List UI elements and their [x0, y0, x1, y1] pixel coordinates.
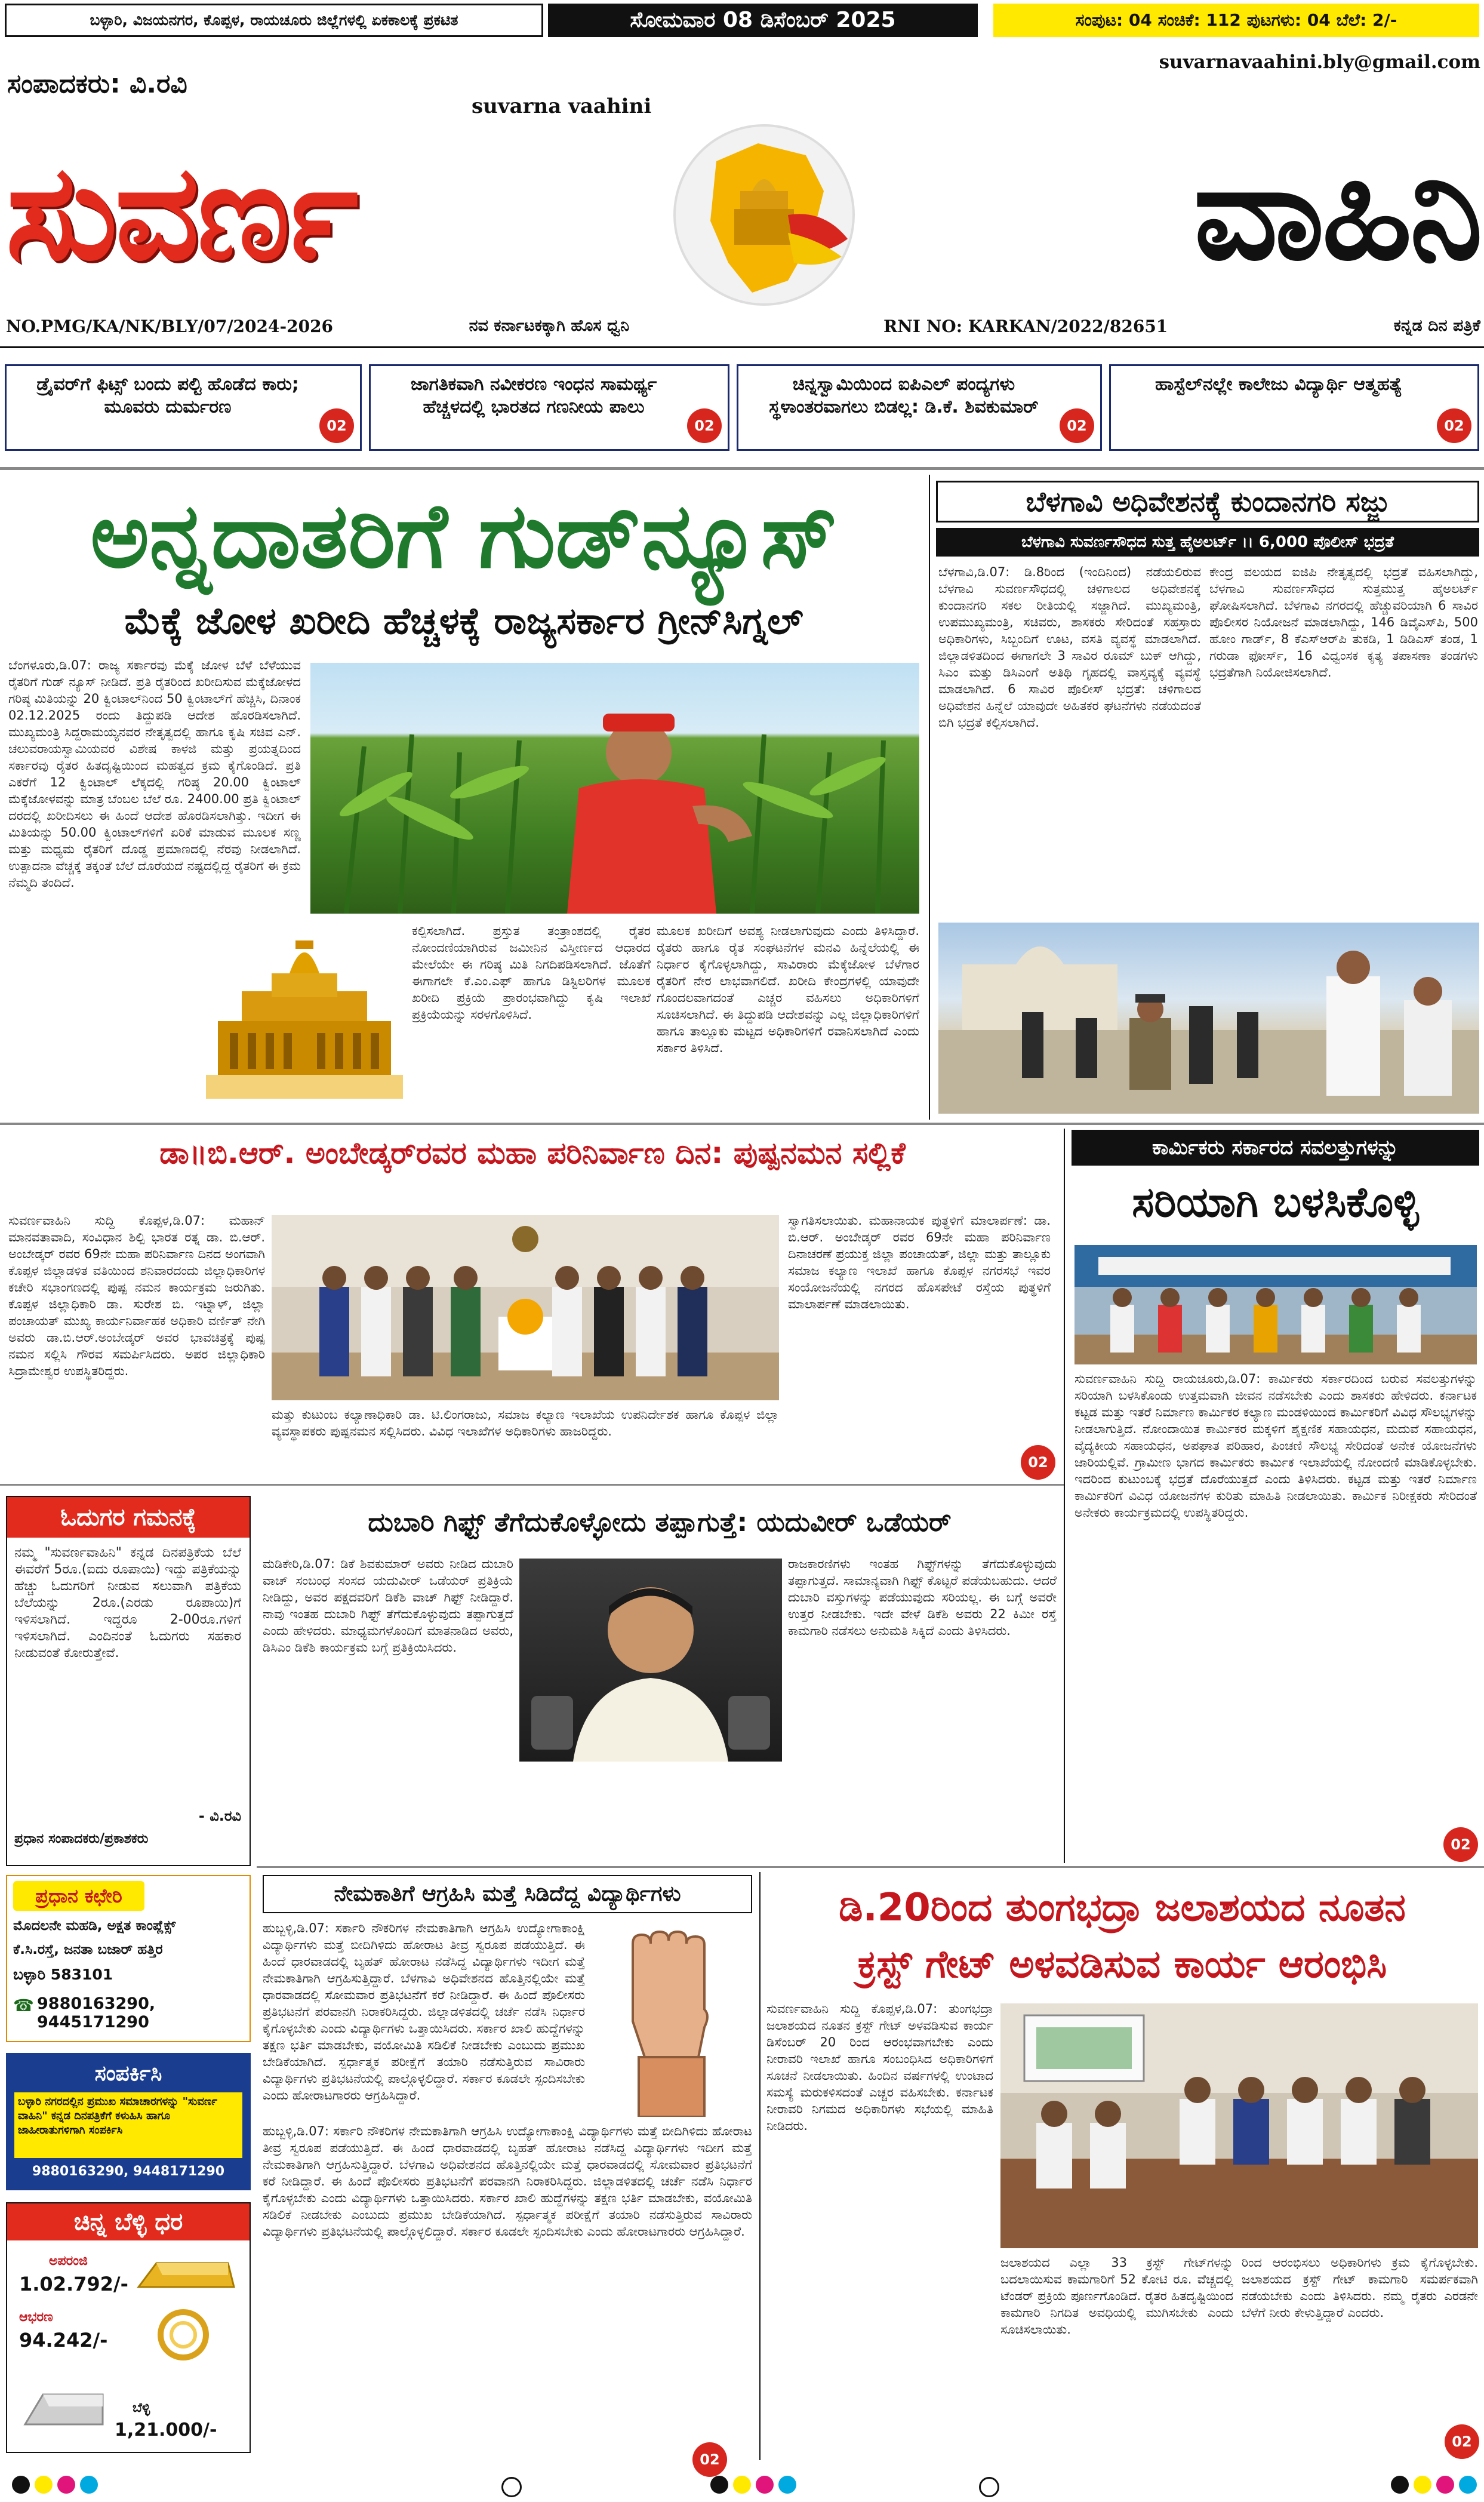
- lead-subhead: ಮೆಕ್ಕೆ ಜೋಳ ಖರೀದಿ ಹೆಚ್ಚಳಕ್ಕೆ ರಾಜ್ಯಸರ್ಕಾರ ಗ್ರೀನ್‌ಸಿಗ್ನಲ್: [124, 599, 803, 643]
- yaduveer-headline: ದುಬಾರಿ ಗಿಫ್ಟ್ ತೆಗೆದುಕೊಳ್ಳೋದು ತಪ್ಪಾಗುತ್ತೆ: ಯದುವೀರ್ ಒಡೆಯರ್: [368, 1507, 952, 1538]
- registration-mark: [1414, 2476, 1431, 2494]
- registration-mark: [57, 2476, 75, 2494]
- office-heading: ಪ್ರಧಾನ ಕಛೇರಿ: [13, 1881, 144, 1911]
- ambedkar-caption: ಮತ್ತು ಕುಟುಂಬ ಕಲ್ಯಾಣಾಧಿಕಾರಿ ಡಾ. ಟಿ.ಲಿಂಗರಾಜು, ಸಮಾಜ ಕಲ್ಯಾಣ ಇಲಾಖೆಯ ಉಪನಿರ್ದೇಶಕ ಹಾಗೂ ಕೊಪ್ಪಳ ಜಿಲ್ಲಾ ವ್ಯವಸ್ಥಾಪಕರು ಪುಷ್ಪನಮನ ಸಲ್ಲಿಸಿದರು. ವಿವಿಧ ಇಲಾಖೆಗಳ ಅಧಿಕಾರಿಗಳು ಹಾಜರಿದ್ದರು.: [272, 1407, 779, 1439]
- teaser-1[interactable]: ಡ್ರೈವರ್‌ಗೆ ಫಿಟ್ಸ್ ಬಂದು ಪಲ್ಟಿ ಹೊಡೆದ ಕಾರು; ಮೂವರು ದುರ್ಮರಣ 02: [5, 364, 362, 451]
- teaser-4[interactable]: ಹಾಸ್ಟೆಲ್‌ನಲ್ಲೇ ಕಾಲೇಜು ವಿದ್ಯಾರ್ಥಿ ಆತ್ಮಹತ್ಯೆ 02: [1109, 364, 1479, 451]
- contact-box: [6, 2053, 251, 2190]
- workers-photo: [1074, 1245, 1477, 1364]
- gold-value-2: 94.242/-: [19, 2329, 108, 2352]
- registration-target: [979, 2477, 999, 2497]
- lead-col-2: ಕಲ್ಪಿಸಲಾಗಿದೆ. ಪ್ರಸ್ತುತ ತಂತ್ರಾಂಶದಲ್ಲಿ ರೈತರ ನೋಂದಣಿಯಾಗಿರುವ ಜಮೀನಿನ ವಿಸ್ತೀರ್ಣದ ಆಧಾರದ ಮೇಲೆಯೇ ಈ ಗರಿಷ್ಠ ಮಿತಿ ನಿಗದಿಪಡಿಸಲಾಗಿದೆ. ಜೊತೆಗೆ ಈಗಾಗಲೇ ಕೆ.ಎಂ.ಎಫ್ ಹಾಗೂ ಡಿಸ್ಟಿಲರಿಗಳ ಮೂಲಕ ಖರೀದಿ ಪ್ರಕ್ರಿಯೆ ಪ್ರಾರಂಭವಾಗಿದ್ದು ಕೃಷಿ ಇಲಾಖೆ ಪ್ರಕ್ರಿಯೆಯನ್ನು ಸರಳಗೊಳಿಸಿದೆ.: [412, 924, 651, 1022]
- registration-mark: [733, 2476, 751, 2494]
- page-badge: 02: [687, 408, 722, 443]
- page-badge: 02: [319, 408, 354, 443]
- registration-mark: [756, 2476, 774, 2494]
- readers-notice: [6, 1496, 251, 1866]
- page-badge: 02: [1060, 408, 1094, 443]
- belagavi-col-2: ಕೇಂದ್ರ ವಲಯದ ಐಜಿಪಿ ನೇತೃತ್ವದಲ್ಲಿ ಭದ್ರತೆ ವಹಿಸಲಾಗಿದ್ದು, ಬೆಳಗಾವಿ ಸುವರ್ಣಸೌಧದ ಸುತ್ತಮುತ್ತ ಹೈಅಲರ್ಟ್ ಘೋಷಿಸಲಾಗಿದೆ. ಬೆಳಗಾವಿ ನಗರದಲ್ಲಿ ಹೆಚ್ಚುವರಿಯಾಗಿ 6 ಸಾವಿರ ಪೊಲೀಸರ ನಿಯೋಜನೆ ಮಾಡಲಾಗಿದ್ದು, 146 ಡಿವೈಎಸ್‌ಪಿ, 500 ಹೋಂ ಗಾರ್ಡ್, 8 ಕೆಎಸ್‌ಆರ್‌ಪಿ ತುಕಡಿ, 1 ಡಿಡಿಎಸ್ ತಂಡ, 1 ಗರುಡಾ ಫೋರ್ಸ್, 16 ವಿಧ್ವಂಸಕ ಕೃತ್ಯ ತಪಾಸಣಾ ತಂಡಗಳು ಭದ್ರತೆಗಾಗಿ ನಿಯೋಜಿಸಲಾಗಿದೆ.: [1209, 565, 1478, 680]
- teaser-3[interactable]: ಚಿನ್ನಸ್ವಾಮಿಯಿಂದ ಐಪಿಎಲ್ ಪಂದ್ಯಗಳು ಸ್ಥಳಾಂತರವಾಗಲು ಬಿಡಲ್ಲ: ಡಿ.ಕೆ. ಶಿವಕುಮಾರ್ 02: [737, 364, 1102, 451]
- ambedkar-headline: ಡಾ॥ಬಿ.ಆರ್. ಅಂಬೇಡ್ಕರ್‌ರವರ ಮಹಾ ಪರಿನಿರ್ವಾಣ ದಿನ: ಪುಷ್ಪನಮನ ಸಲ್ಲಿಕೆ: [159, 1136, 906, 1170]
- masthead-editor: ಸಂಪಾದಕರು: ವಿ.ರವಿ: [7, 69, 187, 99]
- registration-mark: [80, 2476, 98, 2494]
- office-line-1: ಮೊದಲನೇ ಮಹಡಿ, ಅಕ್ಷತ ಕಾಂಪ್ಲೆಕ್ಸ್: [13, 1918, 176, 1934]
- farmer-photo: [310, 663, 919, 914]
- page-badge: 02: [692, 2442, 727, 2477]
- page-badge: 02: [1021, 1445, 1055, 1480]
- newspaper-title-right: ವಾಹಿನಿ: [1193, 136, 1480, 289]
- gold-label-1: ಅಪರಂಜಿ: [49, 2254, 88, 2269]
- belagavi-col-1: ಬೆಳಗಾವಿ,ಡಿ.07: ಡಿ.8ರಿಂದ (ಇಂದಿನಿಂದ) ನಡೆಯಲಿರುವ ಬೆಳಗಾವಿ ಸುವರ್ಣಸೌಧದಲ್ಲಿ ಚಳಿಗಾಲದ ಅಧಿವೇಶನಕ್ಕೆ ಕುಂದಾನಗರಿ ಸಕಲ ರೀತಿಯಲ್ಲಿ ಸಜ್ಜಾಗಿದೆ. ಮುಖ್ಯಮಂತ್ರಿ, ಉಪಮುಖ್ಯಮಂತ್ರಿ, ಸಚಿವರು, ಶಾಸಕರು ಸೇರಿದಂತೆ ಸಹಸ್ರಾರು ಅಧಿಕಾರಿಗಳು, ಸಿಬ್ಬಂದಿಗೆ ಊಟ, ವಸತಿ ವ್ಯವಸ್ಥೆ ಮಾಡಲಾಗಿದೆ. ಜಿಲ್ಲಾಡಳಿತದಿಂದ ಈಗಾಗಲೇ 3 ಸಾವಿರ ರೂಮ್ ಬುಕ್ ಆಗಿದ್ದು, ಸಿಎಂ ಮತ್ತು ಡಿಸಿಎಂಗೆ ಅತಿಥಿ ಗೃಹದಲ್ಲಿ ವಾಸ್ತವ್ಯಕ್ಕೆ ವ್ಯವಸ್ಥೆ ಮಾಡಲಾಗಿದೆ. 6 ಸಾವಿರ ಪೊಲೀಸ್ ಭದ್ರತೆ: ಚಳಿಗಾಲದ ಅಧಿವೇಶನ ಹಿನ್ನೆಲೆ ಯಾವುದೇ ಅಹಿತಕರ ಘಟನೆಗಳು ನಡೆಯದಂತೆ ಬಿಗಿ ಭದ್ರತೆ ಕಲ್ಪಿಸಲಾಗಿದೆ.: [938, 565, 1201, 730]
- office-line-3: ಬಳ್ಳಾರಿ 583101: [13, 1966, 113, 1983]
- students-body: ಹುಬ್ಬಳ್ಳಿ,ಡಿ.07: ಸರ್ಕಾರಿ ನೌಕರಿಗಳ ನೇಮಕಾತಿಗಾಗಿ ಆಗ್ರಹಿಸಿ ಉದ್ಯೋಗಾಕಾಂಕ್ಷಿ ವಿದ್ಯಾರ್ಥಿಗಳು ಮತ್ತೆ ಬೀದಿಗಿಳಿದು ಹೋರಾಟ ತೀವ್ರ ಸ್ವರೂಪ ಪಡೆಯುತ್ತಿದೆ. ಈ ಹಿಂದೆ ಧಾರವಾಡದಲ್ಲಿ ಬೃಹತ್ ಹೋರಾಟ ನಡೆಸಿದ್ದ ವಿದ್ಯಾರ್ಥಿಗಳು ಇದೀಗ ಮತ್ತೆ ನೇಮಕಾತಿಗಾಗಿ ಆಗ್ರಹಿಸುತ್ತಿದ್ದಾರೆ. ಬೆಳಗಾವಿ ಅಧಿವೇಶನದ ಹೊತ್ತಿನಲ್ಲಿಯೇ ಮತ್ತೆ ಧಾರವಾಡದಲ್ಲಿ ಸೋಮವಾರ ಪ್ರತಿಭಟನೆಗೆ ಕರೆ ನೀಡಿದ್ದಾರೆ. ಈ ಹಿಂದೆ ಪೊಲೀಸರು ಪ್ರತಿಭಟನೆಗೆ ಪರವಾನಗಿ ನಿರಾಕರಿಸಿದ್ದರು. ಜಿಲ್ಲಾಡಳಿತದಲ್ಲಿ ಚರ್ಚೆ ನಡೆಸಿ ನಿರ್ಧಾರ ಕೈಗೊಳ್ಳಬೇಕು ಎಂದು ವಿದ್ಯಾರ್ಥಿಗಳು ಒತ್ತಾಯಿಸಿದರು. ಸರ್ಕಾರ ಖಾಲಿ ಹುದ್ದೆಗಳನ್ನು ತಕ್ಷಣ ಭರ್ತಿ ಮಾಡಬೇಕು, ವಯೋಮಿತಿ ಸಡಿಲಿಕೆ ನೀಡಬೇಕು ಎಂಬುದು ಪ್ರಮುಖ ಬೇಡಿಕೆಯಾಗಿದೆ. ಸ್ಪರ್ಧಾತ್ಮಕ ಪರೀಕ್ಷೆಗೆ ತಯಾರಿ ನಡೆಸುತ್ತಿರುವ ಸಾವಿರಾರು ವಿದ್ಯಾರ್ಥಿಗಳು ಪ್ರತಿಭಟನೆಯಲ್ಲಿ ಪಾಲ್ಗೊಳ್ಳಲಿದ್ದಾರೆ. ಸರ್ಕಾರ ಕೂಡಲೇ ಸ್ಪಂದಿಸಬೇಕು ಎಂದು ಹೋರಾಟಗಾರರು ಆಗ್ರಹಿಸಿದ್ದಾರೆ.: [263, 1921, 585, 2103]
- registration-mark: [35, 2476, 53, 2494]
- office-line-2: ಕೆ.ಸಿ.ರಸ್ತೆ, ಜನತಾ ಬಜಾರ್ ಹತ್ತಿರ: [13, 1942, 163, 1957]
- rni-number: RNI NO: KARKAN/2022/82651: [883, 316, 1168, 336]
- masthead-volume: ಸಂಪುಟ: 04 ಸಂಚಿಕೆ: 112 ಪುಟಗಳು: 04 ಬೆಲೆ: 2/-: [993, 4, 1479, 37]
- tungabhadra-col-1: ಸುವರ್ಣವಾಹಿನಿ ಸುದ್ದಿ ಕೊಪ್ಪಳ,ಡಿ.07: ತುಂಗಭದ್ರಾ ಜಲಾಶಯದ ನೂತನ ಕ್ರಸ್ಟ್ ಗೇಟ್ ಅಳವಡಿಸುವ ಕಾರ್ಯ ಡಿಸೆಂಬರ್ 20 ರಿಂದ ಆರಂಭವಾಗಬೇಕು ಎಂದು ನೀರಾವರಿ ಇಲಾಖೆ ಹಾಗೂ ಸಂಬಂಧಿಸಿದ ಅಧಿಕಾರಿಗಳಿಗೆ ಸೂಚನೆ ನೀಡಲಾಯಿತು. ಹಿಂದಿನ ವರ್ಷಗಳಲ್ಲಿ ಉಂಟಾದ ಸಮಸ್ಯೆ ಮರುಕಳಿಸದಂತೆ ಎಚ್ಚರ ವಹಿಸಬೇಕು. ಕರ್ನಾಟಕ ನೀರಾವರಿ ನಿಗಮದ ಅಧಿಕಾರಿಗಳು ಸಭೆಯಲ್ಲಿ ಮಾಹಿತಿ ನೀಡಿದರು.: [766, 2002, 993, 2133]
- workers-headline-1: ಕಾರ್ಮಿಕರು ಸರ್ಕಾರದ ಸವಲತ್ತುಗಳನ್ನು: [1072, 1130, 1479, 1166]
- belagavi-headline-box: [936, 481, 1479, 522]
- page-badge: 02: [1445, 2424, 1479, 2459]
- masthead-tagline: ಬಳ್ಳಾರಿ, ವಿಜಯನಗರ, ಕೊಪ್ಪಳ, ರಾಯಚೂರು ಜಿಲ್ಲೆಗಳಲ್ಲಿ ಏಕಕಾಲಕ್ಕೆ ಪ್ರಕಟಿತ: [5, 4, 543, 37]
- readers-signature: - ವಿ.ರವಿ: [198, 1808, 241, 1824]
- registration-mark: [778, 2476, 796, 2494]
- page-badge: 02: [1437, 408, 1471, 443]
- registration-mark: [1459, 2476, 1477, 2494]
- lead-headline: ಅನ್ನದಾತರಿಗೆ ಗುಡ್‌ನ್ಯೂಸ್: [90, 484, 838, 588]
- belagavi-subhead: ಬೆಳಗಾವಿ ಸುವರ್ಣಸೌಧದ ಸುತ್ತ ಹೈಅಲರ್ಟ್ ।। 6,000 ಪೊಲೀಸ್ ಭದ್ರತೆ: [936, 528, 1479, 557]
- lead-col-3: ಮೂಲಕ ಖರೀದಿಗೆ ಅವಶ್ಯ ನೀಡಲಾಗುವುದು ಎಂದು ತಿಳಿಸಿದ್ದಾರೆ. ರೈತರು ಹಾಗೂ ರೈತ ಸಂಘಟನೆಗಳ ಮನವಿ ಹಿನ್ನೆಲೆಯಲ್ಲಿ ಈ ನಿರ್ಧಾರ ಕೈಗೊಳ್ಳಲಾಗಿದ್ದು, ಸಾವಿರಾರು ಮೆಕ್ಕೆಜೋಳ ಬೆಳೆಗಾರ ರೈತರಿಗೆ ನೇರ ಲಾಭವಾಗಲಿದೆ. ಖರೀದಿ ಕೇಂದ್ರಗಳಲ್ಲಿ ಯಾವುದೇ ಗೊಂದಲವಾಗದಂತೆ ಎಚ್ಚರ ವಹಿಸಲು ಅಧಿಕಾರಿಗಳಿಗೆ ಸೂಚಿಸಲಾಗಿದೆ. ಈ ತಿದ್ದುಪಡಿ ಆದೇಶವನ್ನು ಎಲ್ಲ ಜಿಲ್ಲಾಧಿಕಾರಿಗಳಿಗೆ ಹಾಗೂ ತಾಲ್ಲೂಕು ಮಟ್ಟದ ಅಧಿಕಾರಿಗಳಿಗೆ ರವಾನಿಸಲಾಗಿದೆ ಎಂದು ಸರ್ಕಾರ ತಿಳಿಸಿದೆ.: [657, 924, 919, 1055]
- registration-target: [501, 2477, 522, 2497]
- yaduveer-col-1: ಮಡಿಕೇರಿ,ಡಿ.07: ಡಿಕೆ ಶಿವಕುಮಾರ್ ಅವರು ನೀಡಿದ ದುಬಾರಿ ವಾಚ್ ಸಂಬಂಧ ಸಂಸದ ಯದುವೀರ್ ಒಡೆಯರ್ ಪ್ರತಿಕ್ರಿಯೆ ನೀಡಿದ್ದು, ಅವರ ಪಕ್ಷದವರಿಗೆ ಡಿಕೆಶಿ ವಾಚ್ ಗಿಫ್ಟ್ ನೀಡಿದ್ದಾರೆ. ನಾವು ಇಂತಹ ದುಬಾರಿ ಗಿಫ್ಟ್ ತೆಗೆದುಕೊಳ್ಳುವುದು ತಪ್ಪಾಗುತ್ತದೆ ಎಂದು ಹೇಳಿದರು. ಮಾಧ್ಯಮಗಳೊಂದಿಗೆ ಮಾತನಾಡಿದ ಅವರು, ಡಿಸಿಎಂ ಡಿಕೆಶಿ ಕಾರ್ಯಕ್ರಮ ಬಗ್ಗೆ ಪ್ರತಿಕ್ರಿಯಿಸಿದರು.: [263, 1557, 513, 1655]
- page-badge: 02: [1443, 1827, 1478, 1862]
- readers-headline: ಓದುಗರ ಗಮನಕ್ಕೆ: [7, 1497, 250, 1538]
- karnataka-emblem: [669, 119, 860, 311]
- contact-text: ಬಳ್ಳಾರಿ ನಗರದಲ್ಲಿನ ಪ್ರಮುಖ ಸಮಾಚಾರಗಳನ್ನು "ಸುವರ್ಣ ವಾಹಿನಿ" ಕನ್ನಡ ದಿನಪತ್ರಿಕೆಗೆ ಕಳುಹಿಸಿ ಹಾಗೂ ಜಾಹೀರಾತುಗಳಿಗಾಗಿ ಸಂಪರ್ಕಿಸಿ: [14, 2092, 242, 2158]
- raised-fist-image: [591, 1920, 752, 2117]
- tungabhadra-headline-2: ಕ್ರಸ್ಟ್ ಗೇಟ್ ಅಳವಡಿಸುವ ಕಾರ್ಯ ಆರಂಭಿಸಿ: [857, 1942, 1387, 1987]
- ambedkar-col-2: ಸ್ವಾಗತಿಸಲಾಯಿತು. ಮಹಾನಾಯಕ ಪುತ್ಥಳಿಗೆ ಮಾಲಾರ್ಪಣೆ: ಡಾ. ಬಿ.ಆರ್. ಅಂಬೇಡ್ಕರ್ ರವರ 69ನೇ ಮಹಾ ಪರಿನಿರ್ವಾಣ ದಿನಾಚರಣೆ ಪ್ರಯುಕ್ತ ಜಿಲ್ಲಾ ಪಂಚಾಯತ್, ಜಿಲ್ಲಾ ಮತ್ತು ತಾಲ್ಲೂಕು ಸಮಾಜ ಕಲ್ಯಾಣ ಇಲಾಖೆ ಹಾಗೂ ಕೊಪ್ಪಳ ನಗರಸಭೆ ಇವರ ಸಂಯೋಜನೆಯಲ್ಲಿ ನಗರದ ಹೊಸಪೇಟೆ ರಸ್ತೆಯ ಪುತ್ಥಳಿಗೆ ಮಾಲಾರ್ಪಣೆ ಮಾಡಲಾಯಿತು.: [788, 1213, 1051, 1311]
- gold-rate-box: [6, 2202, 251, 2453]
- belagavi-photo: [938, 923, 1479, 1114]
- lead-col-1: ಬೆಂಗಳೂರು,ಡಿ.07: ರಾಜ್ಯ ಸರ್ಕಾರವು ಮೆಕ್ಕೆ ಜೋಳ ಬೆಳೆ ಬೆಳೆಯುವ ರೈತರಿಗೆ ಗುಡ್ ನ್ಯೂಸ್ ನೀಡಿದೆ. ಪ್ರತಿ ರೈತರಿಂದ ಖರೀದಿಸುವ ಮೆಕ್ಕೆಜೋಳದ ಗರಿಷ್ಠ ಮಿತಿಯನ್ನು 20 ಕ್ವಿಂಟಾಲ್‌ನಿಂದ 50 ಕ್ವಿಂಟಾಲ್‌ಗೆ ಹೆಚ್ಚಿಸಿ, ದಿನಾಂಕ 02.12.2025 ರಂದು ತಿದ್ದುಪಡಿ ಆದೇಶ ಹೊರಡಿಸಲಾಗಿದೆ. ಮುಖ್ಯಮಂತ್ರಿ ಸಿದ್ದರಾಮಯ್ಯನವರ ನೇತೃತ್ವದಲ್ಲಿ ಹಾಗೂ ಕೃಷಿ ಸಚಿವ ಎನ್. ಚಲುವರಾಯಸ್ವಾಮಿಯವರ ವಿಶೇಷ ಕಾಳಜಿ ಮತ್ತು ಪ್ರಯತ್ನದಿಂದ ಸರ್ಕಾರವು ರೈತರ ಹಿತದೃಷ್ಟಿಯಿಂದ ಮಹತ್ವದ ಕ್ರಮ ಕೈಗೊಂಡಿದೆ. ಪ್ರತಿ ಎಕರೆಗೆ 12 ಕ್ವಿಂಟಾಲ್ ಲೆಕ್ಕದಲ್ಲಿ ಗರಿಷ್ಠ 20.00 ಕ್ವಿಂಟಾಲ್ ಮೆಕ್ಕೆಜೋಳವನ್ನು ಮಾತ್ರ ಬೆಂಬಲ ಬೆಲೆ ರೂ. 2400.00 ಪ್ರತಿ ಕ್ವಿಂಟಾಲ್ ದರದಲ್ಲಿ ಖರೀದಿಸಲು ಈ ಹಿಂದೆ ಆದೇಶ ಹೊರಡಿಸಲಾಗಿತ್ತು. ಇದೀಗ ಈ ಮಿತಿಯನ್ನು 50.00 ಕ್ವಿಂಟಾಲ್‌ಗಳಿಗೆ ಏರಿಕೆ ಮಾಡುವ ಮೂಲಕ ಸಣ್ಣ ಮತ್ತು ಮಧ್ಯಮ ರೈತರಿಗೆ ದೊಡ್ಡ ಪ್ರಮಾಣದಲ್ಲಿ ನೆರವು ನೀಡಲಾಗಿದೆ. ಉತ್ಪಾದನಾ ವೆಚ್ಚಕ್ಕೆ ತಕ್ಕಂತೆ ಬೆಲೆ ದೊರೆಯದೆ ನಷ್ಟದಲ್ಲಿದ್ದ ರೈತರಿಗೆ ಈ ಕ್ರಮ ನೆಮ್ಮದಿ ತಂದಿದೆ.: [8, 658, 301, 890]
- paper-type: ಕನ್ನಡ ದಿನ ಪತ್ರಿಕೆ: [1393, 316, 1480, 335]
- masthead-date: ಸೋಮವಾರ 08 ಡಿಸೆಂಬರ್ 2025: [548, 4, 978, 37]
- gold-label-2: ಆಭರಣ: [19, 2310, 53, 2325]
- students-headline: ನೇಮಕಾತಿಗೆ ಆಗ್ರಹಿಸಿ ಮತ್ತೆ ಸಿಡಿದೆದ್ದ ವಿದ್ಯಾರ್ಥಿಗಳು: [263, 1875, 752, 1913]
- masthead-email: suvarnavaahini.bly@gmail.com: [1159, 51, 1480, 73]
- registration-mark: [1391, 2476, 1409, 2494]
- readers-body: ನಮ್ಮ "ಸುವರ್ಣವಾಹಿನಿ" ಕನ್ನಡ ದಿನಪತ್ರಿಕೆಯ ಬೆಲೆ ಈವರೆಗೆ 5ರೂ.(ಐದು ರೂಪಾಯಿ) ಇದ್ದು ಪತ್ರಿಕೆಯನ್ನು ಹೆಚ್ಚು ಓದುಗರಿಗೆ ನೀಡುವ ಸಲುವಾಗಿ ಪತ್ರಿಕೆಯ ಬೆಲೆಯನ್ನು 2ರೂ.(ಎರಡು ರೂಪಾಯಿ)ಗೆ ಇಳಿಸಲಾಗಿದೆ. ಇದ್ದರೂ 2-00ರೂ.ಗಳಿಗೆ ಇಳಿಸಲಾಗಿದೆ. ಎಂದಿನಂತೆ ಓದುಗರು ಸಹಕಾರ ನೀಡುವಂತೆ ಕೋರುತ್ತೇವೆ.: [14, 1545, 241, 1661]
- meeting-photo: [1000, 2003, 1478, 2248]
- gold-bar-icon: [127, 2251, 240, 2299]
- masthead-roman-name: suvarna vaahini: [472, 94, 652, 118]
- teaser-2[interactable]: ಜಾಗತಿಕವಾಗಿ ನವೀಕರಣ ಇಂಧನ ಸಾಮರ್ಥ್ಯ ಹೆಚ್ಚಳದಲ್ಲಿ ಭಾರತದ ಗಣನೀಯ ಪಾಲು 02: [369, 364, 729, 451]
- gold-value-3: 1,21.000/-: [115, 2420, 217, 2440]
- registration-mark: [710, 2476, 728, 2494]
- yaduveer-col-2: ರಾಜಕಾರಣಿಗಳು ಇಂತಹ ಗಿಫ್ಟ್‌ಗಳನ್ನು ತೆಗೆದುಕೊಳ್ಳುವುದು ತಪ್ಪಾಗುತ್ತದೆ. ಸಾಮಾನ್ಯವಾಗಿ ಗಿಫ್ಟ್ ಕೊಟ್ಟರೆ ಪಡೆಯಬಹುದು. ಆದರೆ ದುಬಾರಿ ವಸ್ತುಗಳನ್ನು ಪಡೆಯುವುದು ಸರಿಯಲ್ಲ. ಈ ಬಗ್ಗೆ ಅವರೇ ಉತ್ತರ ನೀಡಬೇಕು. ಇದೇ ವೇಳೆ ಡಿಕೆಶಿ ಅವರು 22 ಕಿಮೀ ರಸ್ತೆ ಕಾಮಗಾರಿ ನಡೆಸಲು ಅನುಮತಿ ಸಿಕ್ಕಿದೆ ಎಂದು ತಿಳಿಸಿದರು.: [788, 1557, 1057, 1638]
- office-box: [6, 1875, 251, 2042]
- phone-icon: ☎: [13, 1996, 34, 2015]
- gold-heading: ಚಿನ್ನ ಬೆಳ್ಳಿ ಧರ: [7, 2203, 250, 2240]
- workers-headline-2: ಸರಿಯಾಗಿ ಬಳಸಿಕೊಳ್ಳಿ: [1132, 1178, 1419, 1227]
- gold-label-3: ಬೆಳ್ಳಿ: [133, 2400, 150, 2415]
- ambedkar-photo: [272, 1215, 779, 1400]
- workers-body: ಸುವರ್ಣವಾಹಿನಿ ಸುದ್ದಿ ರಾಯಚೂರು,ಡಿ.07: ಕಾರ್ಮಿಕರು ಸರ್ಕಾರದಿಂದ ಬರುವ ಸವಲತ್ತುಗಳನ್ನು ಸರಿಯಾಗಿ ಬಳಸಿಕೊಂಡು ಉತ್ತಮವಾಗಿ ಜೀವನ ನಡೆಸಬೇಕು ಎಂದು ಶಾಸಕರು ಹೇಳಿದರು. ಕರ್ನಾಟಕ ಕಟ್ಟಡ ಮತ್ತು ಇತರೆ ನಿರ್ಮಾಣ ಕಾರ್ಮಿಕರ ಕಲ್ಯಾಣ ಮಂಡಳಿಯಿಂದ ಕಾರ್ಮಿಕರಿಗೆ ವಿವಿಧ ಸೌಲಭ್ಯಗಳನ್ನು ನೀಡಲಾಗುತ್ತಿದೆ. ನೋಂದಾಯಿತ ಕಾರ್ಮಿಕರ ಮಕ್ಕಳಿಗೆ ಶೈಕ್ಷಣಿಕ ಸಹಾಯಧನ, ಮದುವೆ ಸಹಾಯಧನ, ವೈದ್ಯಕೀಯ ಸಹಾಯಧನ, ಅಪಘಾತ ಪರಿಹಾರ, ಪಿಂಚಣಿ ಸೌಲಭ್ಯ ಸೇರಿದಂತೆ ಅನೇಕ ಯೋಜನೆಗಳು ಜಾರಿಯಲ್ಲಿವೆ. ಗ್ರಾಮೀಣ ಭಾಗದ ಕಾರ್ಮಿಕರು ಕಾರ್ಮಿಕ ಇಲಾಖೆಯಲ್ಲಿ ನೋಂದಣಿ ಮಾಡಿಕೊಳ್ಳಬೇಕು. ಇದರಿಂದ ಕುಟುಂಬಕ್ಕೆ ಭದ್ರತೆ ದೊರೆಯುತ್ತದೆ ಎಂದು ತಿಳಿಸಿದರು. ಕಟ್ಟಡ ಮತ್ತು ಇತರೆ ನಿರ್ಮಾಣ ಕಾರ್ಮಿಕರಿಗೆ ವಿವಿಧ ಯೋಜನೆಗಳ ಕುರಿತು ಮಾಹಿತಿ ನೀಡಲಾಯಿತು. ಕಾರ್ಮಿಕ ನಿರೀಕ್ಷಕರು ಸೇರಿದಂತೆ ಅನೇಕರು ಕಾರ್ಯಕ್ರಮದಲ್ಲಿ ಉಪಸ್ಥಿತರಿದ್ದರು.: [1074, 1372, 1477, 1520]
- tungabhadra-col-3: ರಿಂದ ಆರಂಭಿಸಲು ಅಧಿಕಾರಿಗಳು ಕ್ರಮ ಕೈಗೊಳ್ಳಬೇಕು. ಜಲಾಶಯದ ಕ್ರಸ್ಟ್ ಗೇಟ್ ಕಾಮಗಾರಿ ಸಮರ್ಪಕವಾಗಿ ನಡೆಯಬೇಕು ಎಂದು ತಿಳಿಸಿದರು. ನಮ್ಮ ರೈತರು ಎರಡನೇ ಬೆಳೆಗೆ ನೀರು ಕೇಳುತ್ತಿದ್ದಾರೆ ಎಂದರು.: [1242, 2255, 1478, 2320]
- newspaper-title-left: ಸುವರ್ಣ: [6, 136, 356, 289]
- contact-heading: ಸಂಪರ್ಕಿಸಿ: [94, 2061, 162, 2086]
- registration-mark: [1436, 2476, 1454, 2494]
- belagavi-headline: ಬೆಳಗಾವಿ ಅಧಿವೇಶನಕ್ಕೆ ಕುಂದಾನಗರಿ ಸಜ್ಜು: [1026, 485, 1390, 518]
- registration-mark: [12, 2476, 30, 2494]
- tungabhadra-headline-1: ಡಿ.20ರಿಂದ ತುಂಗಭದ್ರಾ ಜಲಾಶಯದ ನೂತನ: [839, 1886, 1406, 1930]
- students-body-cont: ಹುಬ್ಬಳ್ಳಿ,ಡಿ.07: ಸರ್ಕಾರಿ ನೌಕರಿಗಳ ನೇಮಕಾತಿಗಾಗಿ ಆಗ್ರಹಿಸಿ ಉದ್ಯೋಗಾಕಾಂಕ್ಷಿ ವಿದ್ಯಾರ್ಥಿಗಳು ಮತ್ತೆ ಬೀದಿಗಿಳಿದು ಹೋರಾಟ ತೀವ್ರ ಸ್ವರೂಪ ಪಡೆಯುತ್ತಿದೆ. ಈ ಹಿಂದೆ ಧಾರವಾಡದಲ್ಲಿ ಬೃಹತ್ ಹೋರಾಟ ನಡೆಸಿದ್ದ ವಿದ್ಯಾರ್ಥಿಗಳು ಇದೀಗ ಮತ್ತೆ ನೇಮಕಾತಿಗಾಗಿ ಆಗ್ರಹಿಸುತ್ತಿದ್ದಾರೆ. ಬೆಳಗಾವಿ ಅಧಿವೇಶನದ ಹೊತ್ತಿನಲ್ಲಿಯೇ ಮತ್ತೆ ಧಾರವಾಡದಲ್ಲಿ ಸೋಮವಾರ ಪ್ರತಿಭಟನೆಗೆ ಕರೆ ನೀಡಿದ್ದಾರೆ. ಈ ಹಿಂದೆ ಪೊಲೀಸರು ಪ್ರತಿಭಟನೆಗೆ ಪರವಾನಗಿ ನಿರಾಕರಿಸಿದ್ದರು. ಜಿಲ್ಲಾಡಳಿತದಲ್ಲಿ ಚರ್ಚೆ ನಡೆಸಿ ನಿರ್ಧಾರ ಕೈಗೊಳ್ಳಬೇಕು ಎಂದು ವಿದ್ಯಾರ್ಥಿಗಳು ಒತ್ತಾಯಿಸಿದರು. ಸರ್ಕಾರ ಖಾಲಿ ಹುದ್ದೆಗಳನ್ನು ತಕ್ಷಣ ಭರ್ತಿ ಮಾಡಬೇಕು, ವಯೋಮಿತಿ ಸಡಿಲಿಕೆ ನೀಡಬೇಕು ಎಂಬುದು ಪ್ರಮುಖ ಬೇಡಿಕೆಯಾಗಿದೆ. ಸ್ಪರ್ಧಾತ್ಮಕ ಪರೀಕ್ಷೆಗೆ ತಯಾರಿ ನಡೆಸುತ್ತಿರುವ ಸಾವಿರಾರು ವಿದ್ಯಾರ್ಥಿಗಳು ಪ್ರತಿಭಟನೆಯಲ್ಲಿ ಪಾಲ್ಗೊಳ್ಳಲಿದ್ದಾರೆ. ಸರ್ಕಾರ ಕೂಡಲೇ ಸ್ಪಂದಿಸಬೇಕು ಎಂದು ಹೋರಾಟಗಾರರು ಆಗ್ರಹಿಸಿದ್ದಾರೆ.: [263, 2124, 752, 2239]
- jewelry-icon: [127, 2308, 240, 2362]
- tungabhadra-col-2: ಜಲಾಶಯದ ಎಲ್ಲಾ 33 ಕ್ರಸ್ಟ್ ಗೇಟ್‌ಗಳನ್ನು ಬದಲಾಯಿಸುವ ಕಾಮಗಾರಿಗೆ 52 ಕೋಟಿ ರೂ. ವೆಚ್ಚದಲ್ಲಿ ಟೆಂಡರ್ ಪ್ರಕ್ರಿಯೆ ಪೂರ್ಣಗೊಂಡಿದೆ. ರೈತರ ಹಿತದೃಷ್ಟಿಯಿಂದ ಕಾಮಗಾರಿ ನಿಗದಿತ ಅವಧಿಯಲ್ಲಿ ಮುಗಿಸಬೇಕು ಎಂದು ಸೂಚಿಸಲಾಯಿತು.: [1000, 2255, 1233, 2337]
- office-phones: 9880163290, 9445171290: [37, 1994, 156, 2031]
- contact-phones: 9880163290, 9448171290: [32, 2164, 225, 2179]
- vidhana-soudha-image: [206, 920, 403, 1099]
- readers-signature-title: ಪ್ರಧಾನ ಸಂಪಾದಕರು/ಪ್ರಕಾಶಕರು: [14, 1831, 149, 1846]
- registration-number: NO.PMG/KA/NK/BLY/07/2024-2026: [6, 316, 334, 336]
- ambedkar-col-1: ಸುವರ್ಣವಾಹಿನಿ ಸುದ್ದಿ ಕೊಪ್ಪಳ,ಡಿ.07: ಮಹಾನ್ ಮಾನವತಾವಾದಿ, ಸಂವಿಧಾನ ಶಿಲ್ಪಿ ಭಾರತ ರತ್ನ ಡಾ. ಬಿ.ಆರ್. ಅಂಬೇಡ್ಕರ್ ರವರ 69ನೇ ಮಹಾ ಪರಿನಿರ್ವಾಣ ದಿನದ ಅಂಗವಾಗಿ ಕೊಪ್ಪಳ ಜಿಲ್ಲಾಡಳಿತ ವತಿಯಿಂದ ಶನಿವಾರದಂದು ಜಿಲ್ಲಾಧಿಕಾರಿಗಳ ಕಚೇರಿ ಸಭಾಂಗಣದಲ್ಲಿ ಪುಷ್ಪ ನಮನ ಕಾರ್ಯಕ್ರಮ ಜರುಗಿತು. ಕೊಪ್ಪಳ ಜಿಲ್ಲಾಧಿಕಾರಿ ಡಾ. ಸುರೇಶ ಬಿ. ಇಟ್ನಾಳ್, ಜಿಲ್ಲಾ ಪಂಚಾಯತ್ ಮುಖ್ಯ ಕಾರ್ಯನಿರ್ವಾಹಕ ಅಧಿಕಾರಿ ವರ್ಣಿತ್ ನೇಗಿ ಅವರು ಡಾ.ಬಿ.ಆರ್.ಅಂಬೇಡ್ಕರ್ ಅವರ ಭಾವಚಿತ್ರಕ್ಕೆ ಪುಷ್ಪ ನಮನ ಸಲ್ಲಿಸಿ ಗೌರವ ಸಮರ್ಪಿಸಿದರು. ಅಪರ ಜಿಲ್ಲಾಧಿಕಾರಿ ಸಿದ್ರಾಮೇಶ್ವರ ಉಪಸ್ಥಿತರಿದ್ದರು.: [8, 1213, 265, 1378]
- slogan: ನವ ಕರ್ನಾಟಕಕ್ಕಾಗಿ ಹೊಸ ಧ್ವನಿ: [469, 316, 630, 335]
- silver-bar-icon: [19, 2383, 109, 2436]
- yaduveer-photo: [519, 1559, 782, 1762]
- gold-value-1: 1.02.792/-: [19, 2273, 128, 2295]
